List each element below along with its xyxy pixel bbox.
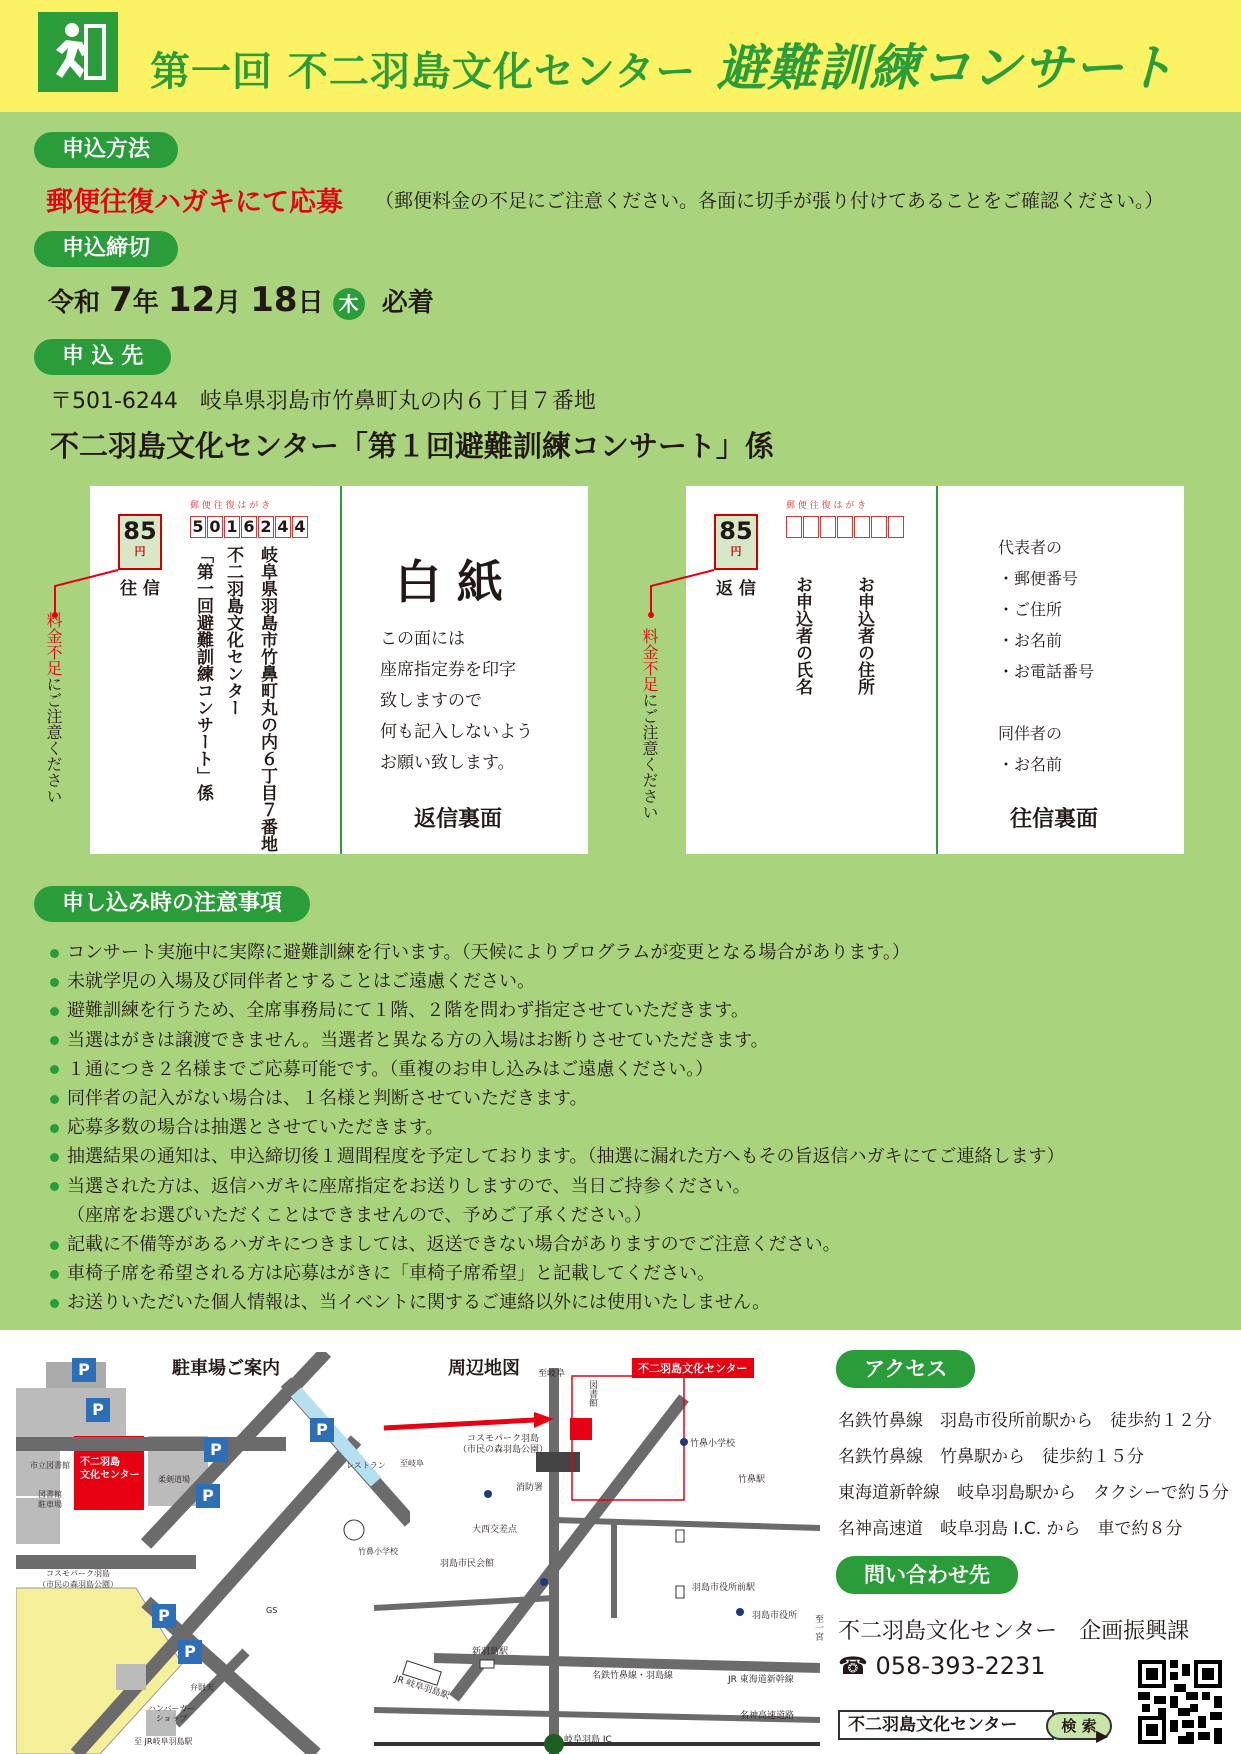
stamp-value: 85: [719, 517, 753, 545]
stamp-caption: 往 信: [120, 579, 160, 599]
list-item: [50, 1113, 1065, 1142]
recipient-line: 不二羽島文化センター「第１回避難訓練コンサート」係: [50, 429, 774, 463]
list-item: [50, 1026, 1065, 1055]
field-line: ・お電話番号: [998, 662, 1095, 681]
warning-rest: にご注意ください: [640, 692, 659, 820]
restaurant-label: レストラン: [346, 1461, 386, 1470]
postcode-box: [871, 516, 887, 538]
representative-fields: [998, 532, 1094, 780]
contact-org: 不二羽島文化センター 企画振興課: [838, 1619, 1190, 1644]
instruction-line: この面には: [380, 629, 465, 649]
parking-icon: P: [178, 1640, 202, 1664]
postcard-reply: [686, 486, 1184, 854]
library-label: 図書館: [587, 1380, 597, 1407]
field-line: ・お名前: [998, 755, 1063, 774]
search-box[interactable]: [838, 1710, 1118, 1745]
jr-gifuhashima-label: JR 岐阜羽島駅: [393, 1674, 451, 1702]
blank-instructions: [380, 624, 533, 779]
page-title: [150, 28, 1175, 100]
note-text: お送りいただいた個人情報は、当イベントに関するご連絡以外には使用いたしません。: [67, 1292, 771, 1314]
note-text: 車椅子席を希望される方は応募はがきに「車椅子席希望」と記載してください。: [67, 1263, 715, 1285]
card-divider: [936, 486, 938, 854]
field-line: 同伴者の: [998, 724, 1063, 743]
deadline-year-unit: 年: [132, 288, 159, 318]
fire-station-label: 消防署: [516, 1483, 544, 1493]
takehana-station-label: 竹鼻駅: [738, 1475, 766, 1485]
postcard-outgoing: [90, 486, 588, 854]
note-text: 未就学児の入場及び同伴者とすることはご遠慮ください。: [67, 971, 535, 993]
onishi-label: 大西交差点: [472, 1525, 518, 1535]
shinhashima-station-label: 新羽島駅: [472, 1647, 509, 1657]
list-item: [50, 1288, 1065, 1317]
recipient-dept: 「第一回避難訓練コンサート」係: [193, 546, 213, 801]
address-line: 〒501-6244 岐阜県羽島市竹鼻町丸の内６丁目７番地: [50, 389, 596, 414]
access-line: 名鉄竹鼻線 羽島市役所前駅から 徒歩約１２分: [838, 1411, 1212, 1431]
warning-rest: にご注意ください: [44, 676, 63, 804]
recipient-org: 不二羽島文化センター: [223, 546, 243, 716]
note-text: 応募多数の場合は抽選とさせていただきます。: [67, 1117, 444, 1139]
list-item: [50, 967, 1065, 996]
access-label: アクセス: [836, 1350, 975, 1388]
gs-label: GS: [266, 1606, 278, 1615]
card-divider: [340, 486, 342, 854]
postcode-box: [837, 516, 853, 538]
postage-warning-right: [640, 628, 658, 820]
parking-icon: P: [152, 1604, 176, 1628]
note-text: コンサート実施中に実際に避難訓練を行います。（天候によりプログラムが変更となる場合があります。）: [67, 942, 910, 963]
title-big: 避難訓練コンサート: [716, 39, 1176, 97]
deadline-label: 申込締切: [34, 231, 178, 267]
deadline-year: 7: [109, 280, 133, 320]
header-banner: [0, 0, 1241, 112]
instruction-line: 座席指定券を印字: [380, 660, 516, 680]
note-text: 当選された方は、返信ハガキに座席指定をお送りしますので、当日ご持参ください。: [67, 1175, 751, 1197]
stamp-caption: 返 信: [716, 579, 756, 599]
field-line: ・郵便番号: [998, 569, 1079, 588]
cosmo-label: コスモパーク羽島 （市民の森羽島公園）: [458, 1434, 549, 1455]
parking-icon: P: [204, 1438, 228, 1462]
note-text: 同伴者の記入がない場合は、１名様と判断させていただきます。: [67, 1088, 588, 1110]
to-gifu-label: 至岐阜: [538, 1369, 566, 1379]
notes-label: 申し込み時の注意事項: [34, 886, 310, 922]
contact-phone: [838, 1652, 1046, 1680]
postcard-header: 郵 便 往 復 は が き: [786, 501, 867, 511]
postcode-digit: 4: [292, 516, 308, 538]
search-button[interactable]: 検 索: [1046, 1712, 1112, 1740]
list-item: [50, 996, 1065, 1025]
note-text: 避難訓練を行うため、全席事務局にて１階、２階を問わず指定させていただきます。: [67, 1000, 749, 1022]
deadline-era: 令和: [48, 288, 101, 318]
search-input[interactable]: 不二羽島文化センター: [838, 1710, 1054, 1740]
warning-pointer-line: [636, 540, 736, 620]
meitetsu-label: 名鉄竹鼻線・羽島線: [592, 1671, 674, 1681]
parking-map: [16, 1352, 410, 1754]
access-line: 東海道新幹線 岐阜羽島駅から タクシーで約５分: [838, 1483, 1229, 1503]
list-item: [50, 1230, 1065, 1259]
to-station-label: 至 JR岐阜羽島駅: [134, 1737, 193, 1746]
parking-icon: P: [196, 1484, 220, 1508]
method-note: （郵便料金の不足にご注意ください。各面に切手が張り付けてあることをご確認ください。）: [375, 190, 1164, 212]
instruction-line: 致しますので: [380, 691, 482, 711]
center-marker: 不二羽島 文化センター: [80, 1457, 140, 1481]
school-label: 竹鼻小学校: [358, 1547, 398, 1556]
note-text: １通につき２名様までご応募可能です。（重複のお申し込みはご遠慮ください。）: [67, 1058, 714, 1080]
sender-name-field: お申込者の氏名: [792, 576, 812, 695]
postcode-digit: 2: [258, 516, 274, 538]
list-item: [50, 1172, 1065, 1201]
cursor-icon: ▶: [1096, 1726, 1109, 1745]
postcode-digit: 1: [224, 516, 240, 538]
stamp-unit: 円: [730, 545, 742, 558]
list-item: [50, 1142, 1065, 1171]
postcode-boxes-empty: [786, 516, 905, 542]
weekday-badge: 木: [333, 288, 365, 320]
warning-red: 料金不足: [640, 628, 659, 692]
parking-icon: P: [86, 1398, 110, 1422]
qr-code-icon[interactable]: [1138, 1660, 1222, 1744]
bentendo-label: 弁財天: [190, 1683, 214, 1692]
cityhall-label: 羽島市役所: [752, 1611, 798, 1621]
center-marker: 不二羽島文化センター: [632, 1358, 754, 1378]
field-line: 代表者の: [998, 538, 1063, 557]
postcode-digit: 5: [190, 516, 206, 538]
note-text: （座席をお選びいただくことはできませんので、予めご了承ください。）: [67, 1204, 652, 1226]
contact-label: 問い合わせ先: [836, 1556, 1018, 1594]
deadline-day-unit: 日: [297, 288, 324, 318]
to-ichinomiya-label: 至一宮: [813, 1614, 823, 1641]
instruction-line: 何も記入しないよう: [380, 722, 533, 742]
deadline-date: [48, 276, 434, 327]
back-label: 往信裏面: [1010, 807, 1099, 832]
postcode-box: [854, 516, 870, 538]
postcode-digit: 6: [241, 516, 257, 538]
postcode-box: [786, 516, 802, 538]
access-line: 名鉄竹鼻線 竹鼻駅から 徒歩約１５分: [838, 1447, 1144, 1467]
warning-red: 料金不足: [44, 612, 63, 676]
parking-map-title: 駐車場ご案内: [172, 1358, 280, 1379]
ic-label: 岐阜羽島 IC: [564, 1735, 612, 1745]
postcode-box: [803, 516, 819, 538]
shinkansen-label: JR 東海道新幹線: [728, 1675, 794, 1685]
postcode-box: [888, 516, 904, 538]
stamp-value: 85: [123, 517, 157, 545]
list-item: [50, 1055, 1065, 1084]
meishin-label: 名神高速道路: [740, 1711, 795, 1721]
sender-address-field: お申込者の住所: [854, 576, 874, 695]
instruction-line: お願い致します。: [380, 753, 515, 773]
kominkan-label: 羽島市民会館: [440, 1559, 495, 1569]
area-map-title: 周辺地図: [448, 1358, 520, 1379]
phone-icon: ☎: [838, 1652, 876, 1680]
postcode-digit: 4: [275, 516, 291, 538]
blank-title: 白 紙: [395, 555, 504, 609]
parking-icon: P: [72, 1358, 96, 1382]
postage-warning-left: [44, 612, 62, 804]
deadline-day: 18: [250, 280, 298, 320]
address-label: 申 込 先: [34, 339, 171, 375]
burger-label: ハンバーガー ショップ: [148, 1704, 196, 1723]
cityhall-station-label: 羽島市役所前駅: [692, 1583, 756, 1593]
postcard-header: 郵 便 往 復 は が き: [190, 501, 271, 511]
phone-number: 058-393-2231: [875, 1652, 1046, 1680]
list-item: [50, 938, 1065, 967]
method-main: 郵便往復ハガキにて応募: [46, 187, 343, 218]
notes-list: [50, 938, 1065, 1318]
postcode-digit: 0: [207, 516, 223, 538]
list-item: [50, 1259, 1065, 1288]
school-label: 竹鼻小学校: [690, 1439, 736, 1449]
library-lot-label: 図書館 駐車場: [38, 1490, 62, 1509]
title-main: 第一回 不二羽島文化センター: [150, 49, 697, 95]
to-gifu-label: 至岐阜: [400, 1459, 424, 1468]
note-text: 当選はがきは譲渡できません。当選者と異なる方の入場はお断りさせていただきます。: [67, 1029, 769, 1051]
parking-icon: P: [310, 1418, 334, 1442]
list-item: [50, 1201, 1065, 1230]
stamp-unit: 円: [134, 545, 146, 558]
postcode-box: [820, 516, 836, 538]
postcode-boxes: [190, 516, 309, 538]
warning-pointer-line: [40, 540, 140, 620]
access-line: 名神高速道 岐阜羽島 I.C. から 車で約８分: [838, 1519, 1183, 1539]
deadline-suffix: 必着: [381, 288, 434, 318]
deadline-month: 12: [167, 280, 216, 320]
back-label: 返信裏面: [414, 807, 503, 832]
note-text: 記載に不備等があるハガキにつきましては、返送できない場合がありますのでご注意ください。: [67, 1234, 841, 1256]
field-line: ・ご住所: [998, 600, 1063, 619]
field-line: ・お名前: [998, 631, 1063, 650]
note-text: 抽選結果の通知は、申込締切後１週間程度を予定しております。（抽選に漏れた方へもその旨返信ハガキにてご連絡します）: [67, 1146, 1065, 1168]
recipient-address: 岐阜県羽島市竹鼻町丸の内６丁目７番地: [257, 546, 277, 852]
emergency-exit-icon: [38, 12, 118, 92]
rehearsal-label: 柔剣道場: [158, 1475, 190, 1484]
list-item: [50, 1084, 1065, 1113]
deadline-month-unit: 月: [215, 288, 242, 318]
method-label: 申込方法: [34, 132, 178, 168]
library-label: 市立図書館: [30, 1461, 70, 1470]
park-label: コスモパーク羽島 （市民の森羽島公園）: [38, 1569, 118, 1589]
